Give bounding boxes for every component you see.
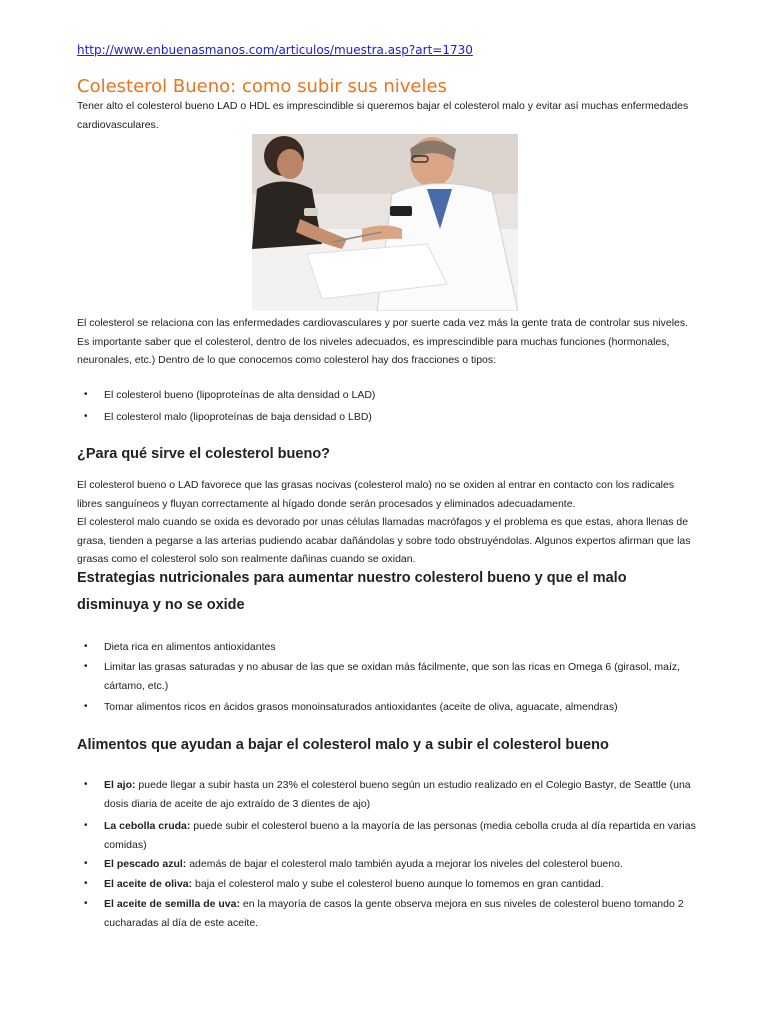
food-text: puede llegar a subir hasta un 23% el colesterol bueno según un estudio realizado en el Colegio Bastyr, de Seattle (una dosis diaria de aceite de ajo extraído de 3 dientes de ajo) — [104, 779, 691, 810]
intro-paragraph: Tener alto el colesterol bueno LAD o HDL es imprescindible si queremos bajar el colesterol malo y evitar así muchas enfermedades cardiovasculares. — [77, 100, 689, 131]
section-heading-foods: Alimentos que ayudan a bajar el colesterol malo y a subir el colesterol bueno — [77, 737, 609, 753]
article-title: Colesterol Bueno: como subir sus niveles — [77, 76, 447, 97]
list-item: • Tomar alimentos ricos en ácidos grasos monoinsaturados antioxidantes (aceite de oliva, aguacate, almendras) — [104, 698, 704, 717]
food-text: además de bajar el colesterol malo también ayuda a mejorar los niveles del colesterol bueno. — [186, 858, 623, 870]
section-heading-strategies: Estrategias nutricionales para aumentar nuestro colesterol bueno y que el malo disminuya y no se oxide — [77, 570, 627, 613]
food-name: El aceite de semilla de uva: — [104, 898, 240, 910]
list-item — [104, 776, 704, 813]
list-item: • El colesterol malo (lipoproteínas de baja densidad o LBD) — [104, 408, 704, 427]
food-text: puede subir el colesterol bueno a la mayoría de las personas (media cebolla cruda al día repartida en varias comidas) — [104, 820, 696, 851]
doctor-patient-photo — [252, 134, 518, 311]
food-text: en la mayoría de casos la gente observa mejora en sus niveles de colesterol bueno tomando 2 cucharadas al día de este aceite. — [104, 898, 684, 929]
section-heading-purpose: ¿Para qué sirve el colesterol bueno? — [77, 446, 331, 462]
food-name: La cebolla cruda: — [104, 820, 191, 832]
food-name: El ajo: — [104, 779, 136, 791]
list-item — [104, 895, 704, 932]
food-name: El pescado azul: — [104, 858, 187, 870]
purpose-paragraph-2: El colesterol malo cuando se oxida es devorado por unas células llamadas macrófagos y el problema es que estas, ahora llenas de grasa, tienden a pegarse a las arterias pudiendo acabar dañándolas y sobre todo obstruyéndolas. Algunos expertos afirman que las grasas como el colesterol solo son realmente dañinas cuando se oxidan. — [77, 516, 691, 565]
food-text: baja el colesterol malo y sube el colesterol bueno aunque lo tomemos en gran cantidad. — [192, 878, 604, 890]
list-item: • Limitar las grasas saturadas y no abusar de las que se oxidan más fácilmente, que son las ricas en Omega 6 (girasol, maíz, cártamo, etc.) — [104, 658, 704, 695]
list-item: • Dieta rica en alimentos antioxidantes — [104, 638, 704, 657]
purpose-paragraph-1: El colesterol bueno o LAD favorece que las grasas nocivas (colesterol malo) no se oxiden al entrar en contacto con los radicales libres sanguíneos y fluyan correctamente al hígado donde serán procesados y eliminados adecuadamente. — [77, 479, 675, 510]
list-item — [104, 875, 704, 894]
types-paragraph: El colesterol se relaciona con las enfermedades cardiovasculares y por suerte cada vez más la gente trata de controlar sus niveles. Es importante saber que el colesterol, dentro de los niveles adecuados, es imprescindible para muchas funciones (hormonales, neuronales, etc.) Dentro de lo que conocemos como colesterol hay dos fracciones o tipos: — [77, 317, 689, 366]
source-link[interactable]: http://www.enbuenasmanos.com/articulos/muestra.asp?art=1730 — [77, 43, 473, 57]
list-item: • El colesterol bueno (lipoproteínas de alta densidad o LAD) — [104, 386, 704, 405]
list-item — [104, 817, 704, 854]
list-item — [104, 855, 704, 874]
food-name: El aceite de oliva: — [104, 878, 193, 890]
